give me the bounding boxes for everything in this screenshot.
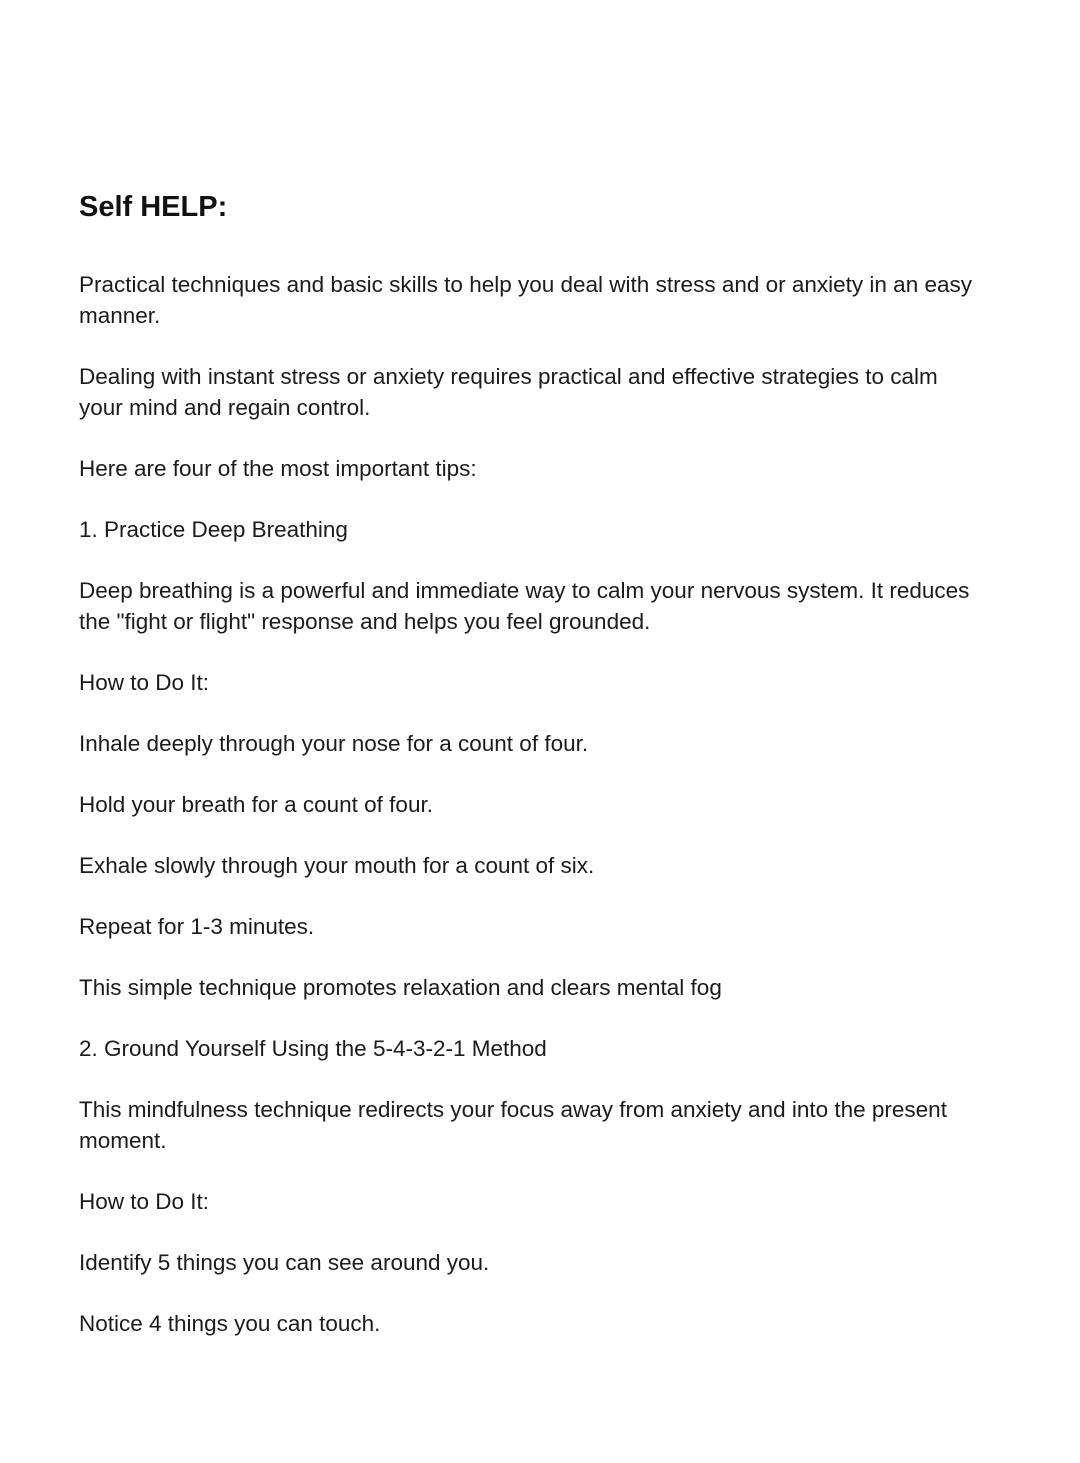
paragraph: Notice 4 things you can touch.	[79, 1310, 381, 1336]
paragraph: How to Do It:	[79, 669, 210, 695]
paragraph: Identify 5 things you can see around you.	[79, 1249, 490, 1275]
paragraph: This simple technique promotes relaxation and clears mental fog	[79, 974, 722, 1000]
paragraph: Practical techniques and basic skills to help you deal with stress and or anxiety in an easy manner.	[79, 271, 972, 328]
document-title: Self HELP:	[79, 191, 228, 223]
paragraph: Dealing with instant stress or anxiety requires practical and effective strategies to calm your mind and regain control.	[79, 363, 938, 420]
paragraph: Here are four of the most important tips:	[79, 455, 477, 481]
paragraph: Hold your breath for a count of four.	[79, 791, 433, 817]
paragraph: 1. Practice Deep Breathing	[79, 516, 348, 542]
paragraph: Inhale deeply through your nose for a count of four.	[79, 730, 589, 756]
paragraph-list	[79, 269, 984, 1339]
paragraph: Exhale slowly through your mouth for a count of six.	[79, 852, 595, 878]
paragraph: Deep breathing is a powerful and immediate way to calm your nervous system. It reduces the "fight or flight" response and helps you feel grounded.	[79, 577, 970, 634]
paragraph: How to Do It:	[79, 1188, 210, 1214]
paragraph: This mindfulness technique redirects your focus away from anxiety and into the present moment.	[79, 1096, 947, 1153]
paragraph: Repeat for 1-3 minutes.	[79, 913, 315, 939]
paragraph: 2. Ground Yourself Using the 5-4-3-2-1 Method	[79, 1035, 547, 1061]
document-content	[79, 190, 984, 1369]
